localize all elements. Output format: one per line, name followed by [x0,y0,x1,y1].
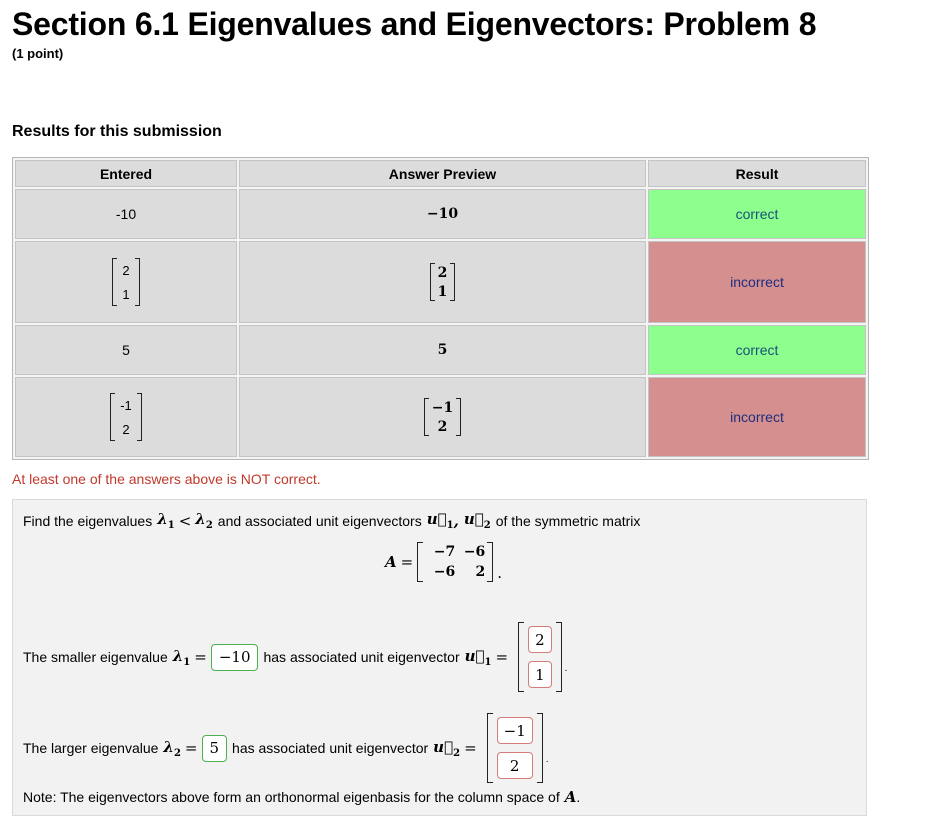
vector-entry: 2 [437,418,448,435]
result-cell: incorrect [648,241,866,323]
lambda-1: $\lambda_1$ [157,510,175,531]
result-cell: incorrect [648,377,866,457]
matrix-entry: −6 [463,544,486,560]
line-text: has associated unit eigenvector [232,740,429,756]
period: . [564,663,568,674]
lambda-2-answer-input[interactable]: 5 [202,735,228,762]
u-2-entry-2-input[interactable]: 2 [497,752,533,779]
intro-text: of the symmetric matrix [495,512,641,529]
preview-vector [430,263,456,301]
period: . [497,564,502,582]
u-1-entry-2-input[interactable]: 1 [528,661,552,688]
period: . [545,754,549,765]
u-1: $u⃗_1$ [464,646,492,668]
equals-sign: = [400,553,414,571]
u-1-entry-1-input[interactable]: 2 [528,626,552,653]
result-cell: correct [648,325,866,375]
matrix-symbol: A [564,788,577,806]
lambda-1: $\lambda_1$ [172,646,191,668]
lambda-2: $\lambda_2$ [163,737,181,759]
u-2-vector [487,713,543,783]
u-1-vector [518,622,562,692]
right-bracket [456,398,461,436]
result-cell: correct [648,189,866,239]
entered-cell [15,377,237,457]
answer-preview-cell [239,241,646,323]
page-title: Section 6.1 Eigenvalues and Eigenvectors: Problem 8 [12,6,817,42]
comma: , [453,511,459,530]
equals-sign: = [184,739,198,757]
u-2: $u⃗_2$ [433,737,461,759]
right-bracket [450,263,455,301]
vector-entry: 2 [122,421,130,437]
matrix-entry: 2 [475,564,486,580]
matrix-entry: −6 [433,564,456,580]
table-row [15,241,866,323]
note-text: Note: The eigenvectors above form an orthonormal eigenbasis for the column space of [23,789,560,805]
points-label: (1 point) [12,46,64,61]
vector-entry: 1 [437,283,448,300]
table-row [15,377,866,457]
vector-entry: -1 [120,397,132,413]
vector-entry: 1 [122,286,130,302]
smaller-eigenvalue-line [23,622,567,692]
lambda-2: $\lambda_2$ [195,510,213,531]
matrix-symbol: A [385,553,397,571]
right-bracket [137,393,142,441]
entered-cell: 5 [15,325,237,375]
problem-statement [12,499,867,816]
matrix-entry: −7 [433,544,456,560]
answer-preview-cell [239,377,646,457]
u-1: $u⃗_1$ [426,510,454,531]
entered-vector [112,258,139,306]
vector-entry: −1 [431,399,454,416]
line-text: The smaller eigenvalue [23,649,168,665]
eigenbasis-note [23,788,580,806]
vector-entry: 2 [437,264,448,281]
column-header-entered: Entered [15,160,237,187]
preview-vector [424,398,461,436]
less-than: < [178,511,192,530]
problem-intro [23,510,640,531]
vector-entry: 2 [122,262,130,278]
line-text: has associated unit eigenvector [263,649,460,665]
answer-preview-cell: −10 [239,189,646,239]
results-heading: Results for this submission [12,123,222,140]
equals-sign: = [194,648,207,666]
not-correct-warning: At least one of the answers above is NOT correct. [12,471,321,487]
lambda-1-answer-input[interactable]: −10 [211,644,259,671]
intro-text: Find the eigenvalues [23,512,153,529]
column-header-answer-preview: Answer Preview [239,160,646,187]
equals-sign: = [495,648,509,666]
right-bracket [556,622,562,692]
larger-eigenvalue-line [23,713,549,783]
right-bracket [537,713,543,783]
u-2: $u⃗_2$ [463,510,491,531]
answer-preview-cell: 5 [239,325,646,375]
equals-sign: = [464,739,477,757]
results-header-row [15,160,866,187]
entered-cell: -10 [15,189,237,239]
entered-cell [15,241,237,323]
column-header-result: Result [648,160,866,187]
results-table [12,157,869,460]
u-2-entry-1-input[interactable]: −1 [497,717,533,744]
line-text: The larger eigenvalue [23,740,159,756]
right-bracket [135,258,140,306]
intro-text: and associated unit eigenvectors [217,512,422,529]
matrix-a-display [385,542,506,582]
entered-vector [110,393,142,441]
table-row [15,189,866,239]
table-row [15,325,866,375]
period: . [576,789,581,805]
matrix-a [417,542,493,582]
right-bracket [487,542,493,582]
